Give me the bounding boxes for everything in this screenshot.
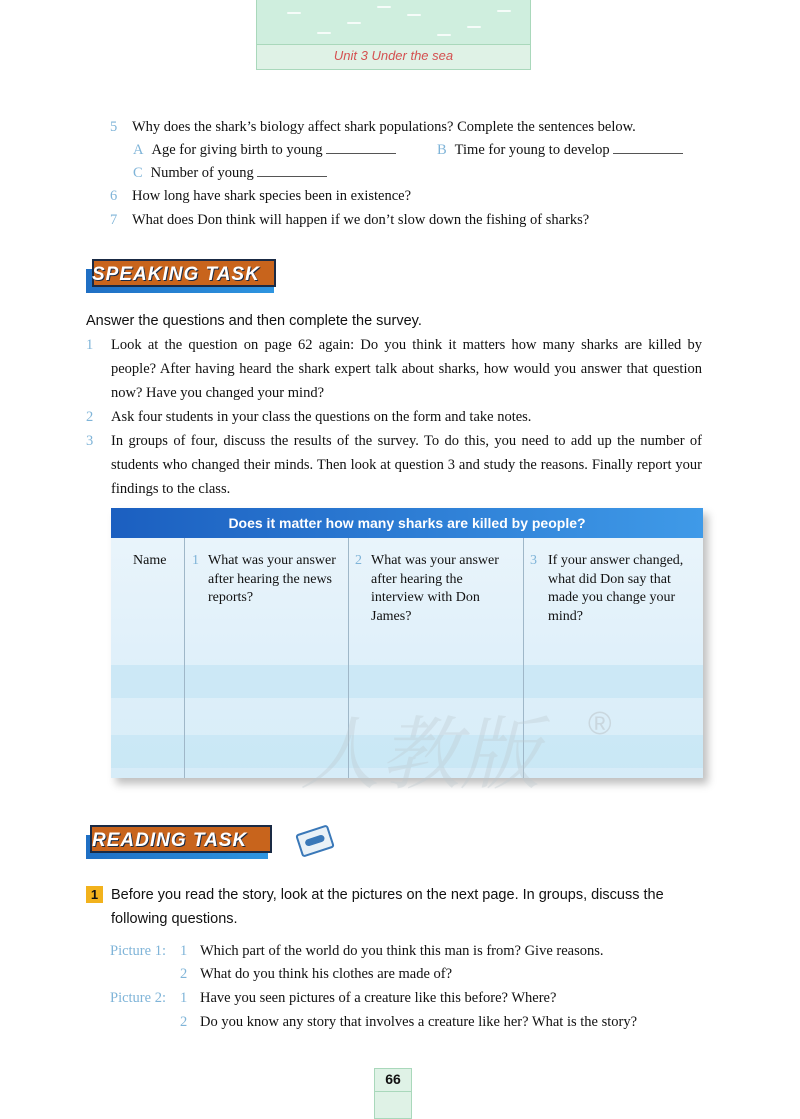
- header-sea-pattern: [257, 0, 530, 44]
- unit-title: Unit 3 Under the sea: [333, 48, 454, 63]
- unit-header: [256, 0, 531, 70]
- subitem-c: C Number of young: [133, 162, 327, 185]
- column-3-header: 3 If your answer changed, what did Don say that made you change your mind?: [530, 553, 684, 624]
- subitem-b: B Time for young to develop: [437, 139, 683, 162]
- registered-mark: ®: [588, 705, 612, 741]
- reading-intro: 1 Before you read the story, look at the pictures on the next page. In groups, discuss the following questions.: [86, 883, 706, 931]
- picture-1-question-1: Picture 1: 1 Which part of the world do you think this man is from? Give reasons.: [110, 940, 604, 963]
- speaking-item-1: 1 Look at the question on page 62 again: Do you think it matters how many sharks are killed by people? After having heard the shark expert talk about sharks, how would you answer that question now? Have you changed your mind?: [86, 337, 702, 401]
- picture-1-question-2: 2 What do you think his clothes are made of?: [180, 966, 453, 982]
- question-7: 7 What does Don think will happen if we don’t slow down the fishing of sharks?: [110, 212, 590, 228]
- picture-2-label: Picture 2:: [110, 990, 166, 1006]
- column-name-header: Name: [133, 553, 167, 568]
- picture-2-question-2: 2 Do you know any story that involves a creature like her? What is the story?: [180, 1014, 638, 1030]
- speaking-task-banner: [86, 259, 276, 293]
- column-1-header: 1 What was your answer after hearing the news reports?: [192, 553, 336, 605]
- reading-task-title: READING TASK: [92, 830, 248, 851]
- publisher-watermark: 人教版: [300, 708, 540, 801]
- reading-task-banner: [86, 825, 272, 859]
- speaking-instruction: Answer the questions and then complete the survey.: [86, 313, 422, 329]
- page-number: 66: [385, 1071, 401, 1087]
- subitem-a: A Age for giving birth to young: [133, 139, 396, 162]
- survey-title: Does it matter how many sharks are killed by people?: [111, 508, 703, 538]
- cassette-icon[interactable]: [295, 824, 335, 857]
- question-5: 5 Why does the shark’s biology affect shark populations? Complete the sentences below.: [110, 119, 636, 135]
- picture-2-question-1: Picture 2: 1 Have you seen pictures of a creature like this before? Where?: [110, 987, 556, 1010]
- question-6: 6 How long have shark species been in existence?: [110, 188, 412, 204]
- page-number-tab: [374, 1068, 412, 1119]
- picture-1-label: Picture 1:: [110, 943, 166, 959]
- exercise-number-badge: 1: [86, 886, 103, 903]
- speaking-item-2: 2 Ask four students in your class the questions on the form and take notes.: [86, 409, 532, 425]
- speaking-item-3: 3 In groups of four, discuss the results of the survey. To do this, you need to add up the number of students who changed their minds. Then look at question 3 and study the reasons. Finally report your findings to the class.: [86, 433, 702, 497]
- column-2-header: 2 What was your answer after hearing the interview with Don James?: [355, 553, 499, 624]
- speaking-task-title: SPEAKING TASK: [92, 264, 260, 285]
